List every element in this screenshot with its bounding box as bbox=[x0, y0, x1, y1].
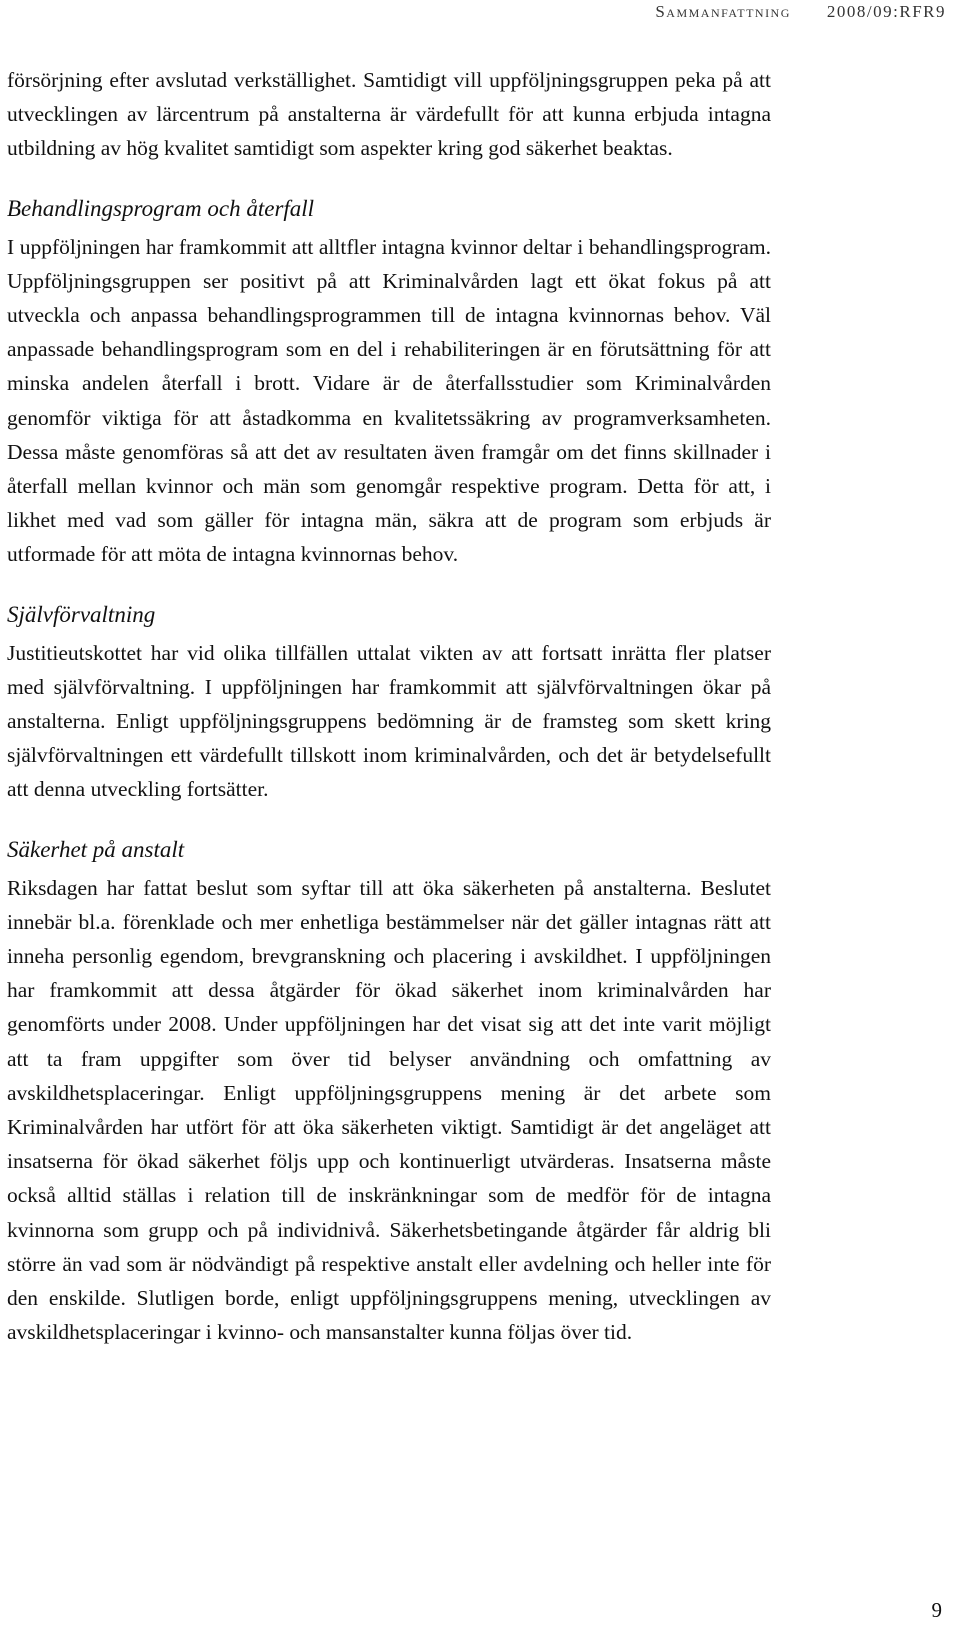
running-head-section: Sammanfattning bbox=[655, 2, 791, 21]
section-body-sakerhet: Riksdagen har fattat beslut som syftar till att öka säkerheten på anstalterna. Beslutet innebär bl.a. förenklade och mer enhetliga bestämmelser när det gäller intagnas rätt att inneha personlig egendom, brevgranskning och placering i avskildhet. I uppföljningen har framkommit att dessa åtgärder för ökad säkerhet inom kriminalvården har genomförts under 2008. Under uppföljningen har det visat sig att det inte varit möjligt att ta fram uppgifter som över tid belyser användning och omfattning av avskildhetsplaceringar. Enligt uppföljningsgruppens mening är det arbete som Kriminalvården har utfört för att öka säkerheten viktigt. Samtidigt är det angeläget att insatserna för ökad säkerhet följs upp och kontinuerligt utvärderas. Insatserna måste också alltid ställas i relation till de inskränkningar som de medför för de intagna kvinnorna som grupp och på individnivå. Säkerhetsbetingande åtgärder får aldrig bli större än vad som är nödvändigt på respektive anstalt eller avdelning och heller inte för den enskilde. Slutligen borde, enligt uppföljningsgruppens mening, utvecklingen av avskildhetsplaceringar i kvinno- och mansanstalter kunna följas över tid. bbox=[7, 875, 771, 1345]
section-heading-behandlingsprogram: Behandlingsprogram och återfall bbox=[7, 195, 315, 221]
section-heading-sakerhet: Säkerhet på anstalt bbox=[7, 836, 185, 862]
page-number: 9 bbox=[931, 1598, 942, 1622]
running-head bbox=[655, 0, 946, 24]
section-body-behandlingsprogram: I uppföljningen har framkommit att alltfler intagna kvinnor deltar i behandlingsprogram. Uppföljningsgruppen ser positivt på att Kriminalvården lagt ett ökat fokus på att utveckla och anpassa behandlingsprogrammen till de intagna kvinnornas behov. Väl anpassade behandlingsprogram som en del i rehabiliteringen är en förutsättning för att minska andelen återfall i brott. Vidare är de återfallsstudier som Kriminalvården genomför viktiga för att åstadkomma en kvalitetssäkring av programverksamheten. Dessa måste genomföras så att det av resultaten även framgår om det finns skillnader i återfall mellan kvinnor och män som genomgår respektive program. Detta för att, i likhet med vad som gäller för intagna män, säkra att de program som erbjuds är utformade för att möta de intagna kvinnornas behov. bbox=[7, 234, 771, 567]
running-head-report-id: 2008/09:RFR9 bbox=[826, 2, 946, 21]
section-heading-sjalvforvaltning: Självförvaltning bbox=[7, 601, 156, 627]
intro-paragraph: försörjning efter avslutad verkställighet. Samtidigt vill uppföljningsgruppen peka på att utvecklingen av lärcentrum på anstalterna är värdefullt för att kunna erbjuda intagna utbildning av hög kvalitet samtidigt som aspekter kring god säkerhet beaktas. bbox=[7, 68, 771, 161]
section-body-sjalvforvaltning: Justitieutskottet har vid olika tillfällen uttalat vikten av att fortsatt inrätta fler platser med självförvaltning. I uppföljningen har framkommit att självförvaltningen ökar på anstalterna. Enligt uppföljningsgruppens bedömning är de framsteg som skett kring självförvaltningen ett värdefullt tillskott inom kriminalvården, och det är betydelsefullt att denna utveckling fortsätter. bbox=[7, 640, 771, 802]
page-body bbox=[7, 63, 771, 1350]
